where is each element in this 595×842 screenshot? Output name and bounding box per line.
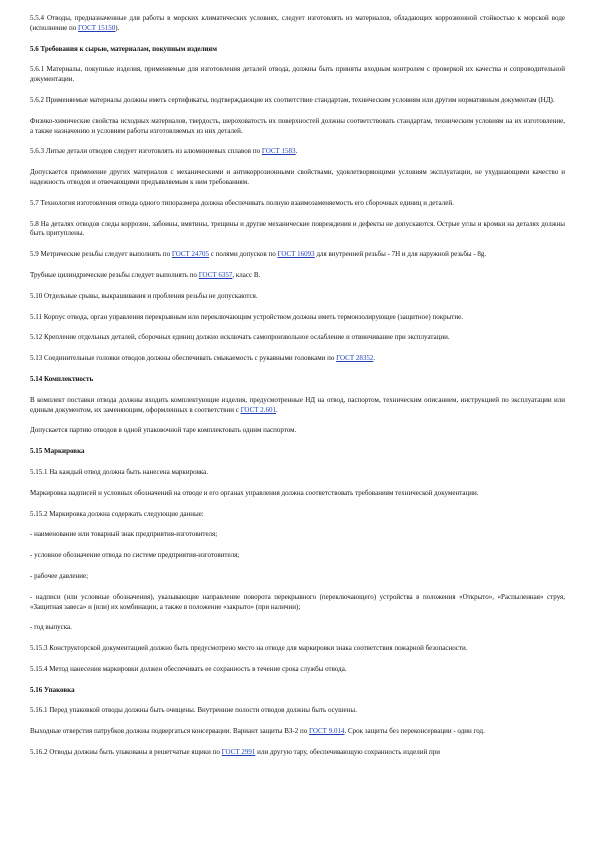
standard-reference-link[interactable]: ГОСТ 6357 bbox=[198, 270, 233, 279]
standard-reference-link[interactable]: ГОСТ 2991 bbox=[221, 748, 256, 757]
standard-reference-link[interactable]: ГОСТ 1583 bbox=[261, 147, 296, 156]
text-run: 5.9 Метрические резьбы следует выполнять по bbox=[30, 250, 172, 259]
standard-reference-link[interactable]: ГОСТ 28352 bbox=[336, 354, 374, 363]
text-run: 5.14 Комплектность bbox=[30, 374, 94, 383]
text-run: - наименование или товарный знак предприятия-изготовителя; bbox=[30, 530, 218, 539]
paragraph bbox=[30, 530, 565, 540]
section-heading bbox=[30, 375, 565, 385]
paragraph bbox=[30, 468, 565, 478]
text-run: ). bbox=[115, 23, 120, 32]
paragraph bbox=[30, 14, 565, 34]
paragraph bbox=[30, 199, 565, 209]
text-run: Выходные отверстия патрубков должны подвергаться консервации. Вариант защиты ВЗ-2 по bbox=[30, 727, 309, 736]
text-run: - год выпуска. bbox=[30, 623, 72, 632]
paragraph bbox=[30, 706, 565, 716]
text-run: Трубные цилиндрические резьбы следует выполнять по bbox=[30, 270, 199, 279]
paragraph bbox=[30, 593, 565, 613]
text-run: или другую тару, обеспечивающую сохранность изделий при bbox=[255, 748, 440, 757]
text-run: 5.6.2 Применяемые материалы должны иметь сертификаты, подтверждающие их соответствие стандартам, техническим условиям или другим нормативным документам (НД). bbox=[30, 95, 555, 104]
paragraph bbox=[30, 250, 565, 260]
text-run: В комплект поставки отвода должны входить комплектующие изделия, предусмотренные НД на отвод, паспортом, техническим описанием, инструкцией по эксплуатации или единым документом, их заменяющим, оформленных в соответствии с bbox=[30, 395, 565, 414]
text-run: . Срок защиты без переконсервации - один год. bbox=[344, 727, 485, 736]
text-run: 5.15.2 Маркировка должна содержать следующие данные: bbox=[30, 509, 204, 518]
text-run: для внутренней резьбы - 7H и для наружной резьбы - 8g. bbox=[314, 250, 487, 259]
paragraph bbox=[30, 623, 565, 633]
section-heading bbox=[30, 45, 565, 55]
standard-reference-link[interactable]: ГОСТ 9.014 bbox=[309, 727, 345, 736]
paragraph bbox=[30, 489, 565, 499]
text-run: , класс В. bbox=[232, 270, 261, 279]
text-run: - надписи (или условные обозначения), указывающие направление поворота перекрывного (переключающего) устройства в положения «Открыто», «Распыленная» струя, «Защитная завеса» и (или) их комбинации, а также в положение «закрыто» (при наличии); bbox=[30, 592, 565, 611]
standard-reference-link[interactable]: ГОСТ 15150 bbox=[78, 23, 116, 32]
paragraph bbox=[30, 572, 565, 582]
paragraph bbox=[30, 168, 565, 188]
text-run: . bbox=[276, 405, 278, 414]
text-run: 5.16.1 Перед упаковкой отводы должны быть очищены. Внутренние полости отводов должны быть осушены. bbox=[30, 706, 357, 715]
text-run: 5.15.1 На каждый отвод должна быть нанесена маркировка. bbox=[30, 467, 209, 476]
paragraph bbox=[30, 644, 565, 654]
text-run: 5.13 Соединительные головки отводов должны обеспечивать смыкаемость с рукавными головками по bbox=[30, 354, 337, 363]
standard-reference-link[interactable]: ГОСТ 24705 bbox=[171, 250, 210, 259]
paragraph bbox=[30, 396, 565, 416]
paragraph bbox=[30, 220, 565, 240]
text-run: 5.11 Корпус отвода, орган управления перекрывным или переключающим устройством должны иметь термоизолирующее (защитное) покрытие. bbox=[30, 312, 463, 321]
paragraph bbox=[30, 426, 565, 436]
paragraph bbox=[30, 313, 565, 323]
text-run: 5.7 Технология изготовления отвода одного типоразмера должна обеспечивать полную взаимозаменяемость его сборочных единиц и деталей. bbox=[30, 198, 454, 207]
text-run: 5.6 Требования к сырью, материалам, покупным изделиям bbox=[30, 44, 217, 53]
text-run: Маркировка надписей и условных обозначений на отводе и его органах управления должна соответствовать требованиям технической документации. bbox=[30, 488, 479, 497]
standard-reference-link[interactable]: ГОСТ 16093 bbox=[277, 250, 315, 259]
paragraph bbox=[30, 65, 565, 85]
text-run: 5.16.2 Отводы должны быть упакованы в решетчатые ящики по bbox=[30, 748, 222, 757]
text-run: 5.15.3 Конструкторской документацией должно быть предусмотрено место на отводе для маркировки знака соответствия пожарной безопасности. bbox=[30, 644, 468, 653]
text-run: Допускается применение других материалов с механическими и антикоррозионными свойствами, удовлетворяющими условиям эксплуатации, не ухудшающими качество и надежность отводов и отвечающими предъявляемым к ним требованиям. bbox=[30, 168, 565, 186]
text-run: - рабочее давление; bbox=[30, 571, 89, 580]
text-run: 5.15 Маркировка bbox=[30, 447, 85, 456]
paragraph bbox=[30, 510, 565, 520]
text-run: 5.5.4 Отводы, предназначенные для работы в морских климатических условиях, следует изготовлять из материалов, обладающих коррозионной стойкостью к морской воде (исполнение по bbox=[30, 14, 565, 32]
section-heading bbox=[30, 686, 565, 696]
text-run: Допускается партию отводов в одной упаковочной таре комплектовать одним паспортом. bbox=[30, 426, 297, 435]
paragraph bbox=[30, 117, 565, 137]
text-run: . bbox=[373, 354, 376, 363]
text-run: 5.15.4 Метод нанесения маркировки должен обеспечивать ее сохранность в течение срока службы отвода. bbox=[30, 664, 347, 673]
text-run: . bbox=[295, 147, 298, 156]
paragraph bbox=[30, 292, 565, 302]
text-run: 5.10 Отдельные срывы, выкрашивания и пробления резьбы не допускаются. bbox=[30, 291, 258, 300]
standard-reference-link[interactable]: ГОСТ 2.601 bbox=[240, 405, 277, 414]
paragraph bbox=[30, 271, 565, 281]
text-run: - условное обозначение отвода по системе предприятия-изготовителя; bbox=[30, 551, 240, 560]
paragraph bbox=[30, 96, 565, 106]
paragraph bbox=[30, 551, 565, 561]
paragraph bbox=[30, 748, 565, 758]
paragraph bbox=[30, 727, 565, 737]
text-run: с полями допусков по bbox=[209, 250, 278, 259]
text-run: Физико-химические свойства исходных материалов, твердость, шероховатость их поверхностей должны соответствовать стандартам, техническим условиям на их изготовление, а также назначению и условиям работы изготовляемых из них деталей. bbox=[30, 116, 565, 135]
paragraph bbox=[30, 665, 565, 675]
text-run: 5.16 Упаковка bbox=[30, 685, 75, 694]
paragraph bbox=[30, 147, 565, 157]
paragraph bbox=[30, 333, 565, 343]
text-run: 5.6.3 Литые детали отводов следует изготовлять из алюминиевых сплавов по bbox=[30, 147, 262, 156]
text-run: 5.8 На деталях отводов следы коррозии, забоины, вмятины, трещины и другие механические повреждения и дефекты не допускаются. Острые углы и кромки на деталях должны быть притуплены. bbox=[30, 219, 565, 238]
text-run: 5.12 Крепление отдельных деталей, сборочных единиц должно исключать самопроизвольное ослабление и отвинчивание при эксплуатации. bbox=[30, 333, 450, 342]
section-heading bbox=[30, 447, 565, 457]
paragraph bbox=[30, 354, 565, 364]
text-run: 5.6.1 Материалы, покупные изделия, применяемые для изготовления деталей отвода, должны быть приняты входным контролем с проверкой их качества и сопроводительной документации. bbox=[30, 65, 565, 84]
